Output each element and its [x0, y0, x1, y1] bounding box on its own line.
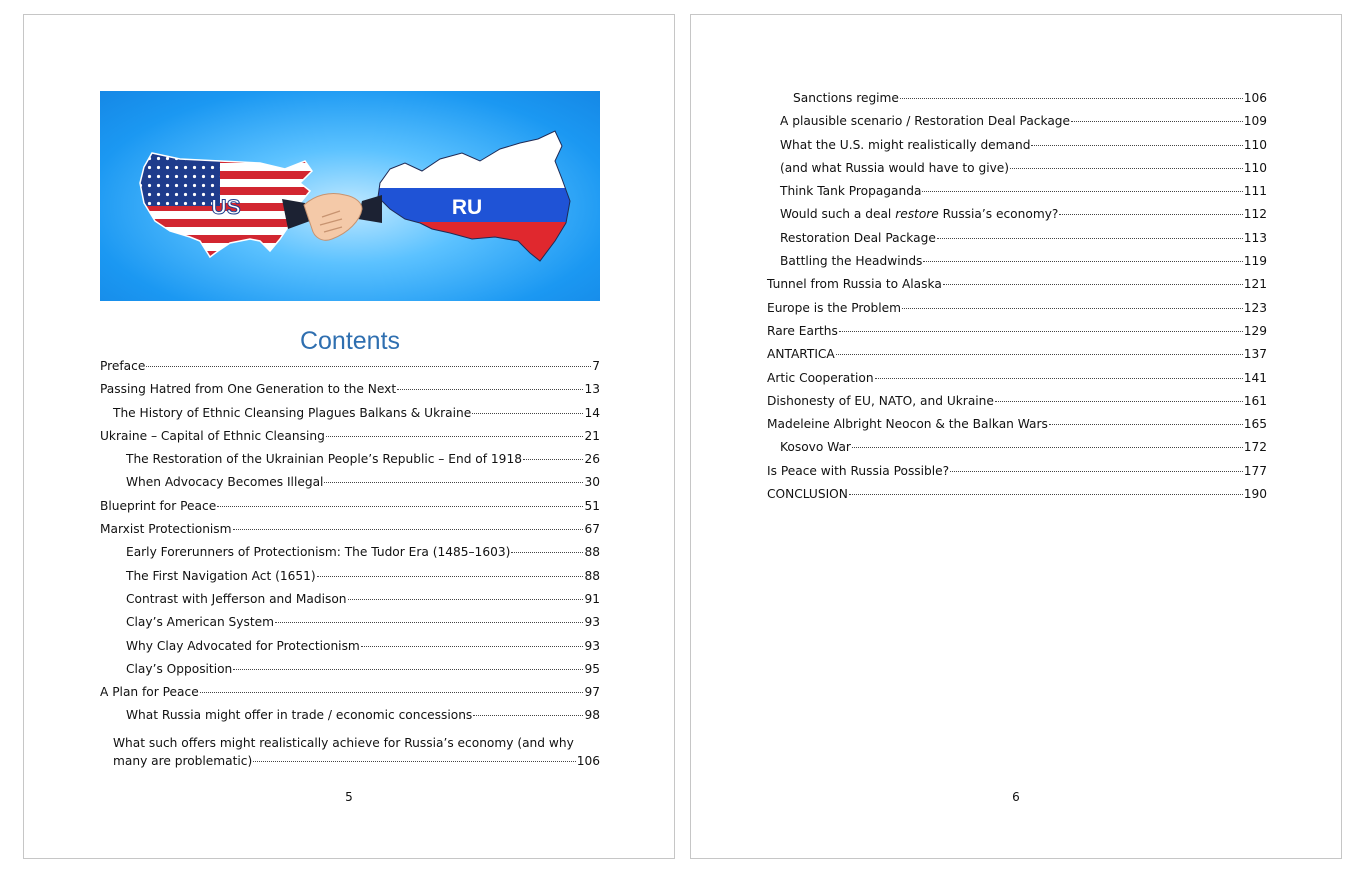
table-of-contents-left — [100, 359, 600, 775]
toc-entry[interactable] — [767, 138, 1267, 161]
toc-entry-page: 95 — [584, 661, 600, 676]
dot-leader — [361, 646, 584, 647]
document-page-6 — [690, 14, 1342, 859]
dot-leader — [1031, 145, 1242, 146]
toc-title-part: Would such a deal — [780, 207, 896, 222]
toc-entry-page: 109 — [1243, 114, 1267, 129]
toc-entry-title: Tunnel from Russia to Alaska — [767, 277, 942, 292]
toc-entry-title — [780, 207, 1058, 221]
toc-entry-page: 21 — [584, 428, 600, 443]
dot-leader — [849, 494, 1243, 495]
dot-leader — [326, 436, 584, 437]
toc-entry[interactable] — [100, 569, 600, 592]
toc-entry-page: 106 — [1243, 91, 1267, 105]
toc-entry-title: Artic Cooperation — [767, 370, 874, 385]
dot-leader — [923, 261, 1242, 262]
dot-leader — [511, 552, 583, 553]
toc-entry-title: The History of Ethnic Cleansing Plagues Balkans & Ukraine — [113, 405, 472, 420]
us-russia-handshake-image — [100, 91, 600, 301]
dot-leader — [900, 98, 1243, 99]
toc-entry[interactable] — [767, 184, 1267, 207]
dot-leader — [397, 389, 583, 390]
toc-entry-page: 172 — [1243, 440, 1267, 455]
toc-entry-title: Passing Hatred from One Generation to the Next — [100, 382, 397, 397]
toc-entry-title: Is Peace with Russia Possible? — [767, 463, 950, 478]
dot-leader — [836, 354, 1243, 355]
toc-entry-title: Madeleine Albright Neocon & the Balkan Wars — [767, 417, 1048, 432]
toc-entry-title: Think Tank Propaganda — [780, 184, 922, 199]
toc-entry-title: Blueprint for Peace — [100, 498, 217, 513]
toc-entry-page: 110 — [1243, 160, 1267, 175]
toc-entry[interactable] — [767, 254, 1267, 277]
toc-entry[interactable] — [767, 394, 1267, 417]
toc-entry[interactable] — [100, 615, 600, 638]
toc-entry-page: 137 — [1243, 347, 1267, 362]
toc-entry-page: 106 — [576, 753, 600, 768]
toc-entry-title: Rare Earths — [767, 323, 838, 338]
toc-entry[interactable] — [767, 277, 1267, 300]
dot-leader — [852, 447, 1243, 448]
toc-entry-title: Europe is the Problem — [767, 300, 902, 315]
toc-entry[interactable] — [100, 592, 600, 615]
toc-entry-page: 98 — [584, 708, 600, 723]
toc-entry-page: 141 — [1243, 370, 1267, 385]
toc-entry-page: 88 — [584, 545, 600, 560]
toc-entry[interactable] — [767, 487, 1267, 510]
toc-entry[interactable] — [767, 324, 1267, 347]
toc-entry[interactable] — [100, 545, 600, 568]
toc-entry-page: 88 — [584, 568, 600, 583]
toc-entry[interactable] — [100, 359, 600, 382]
toc-entry-page: 30 — [584, 475, 600, 490]
toc-entry[interactable] — [767, 301, 1267, 324]
toc-entry-title: Marxist Protectionism — [100, 522, 232, 537]
dot-leader — [995, 401, 1243, 402]
toc-entry-title: Restoration Deal Package — [780, 230, 936, 245]
toc-entry-title: A plausible scenario / Restoration Deal Package — [780, 114, 1071, 129]
toc-entry[interactable] — [767, 207, 1267, 230]
toc-entry-page: 93 — [584, 615, 600, 630]
toc-entry-title: A Plan for Peace — [100, 685, 199, 700]
toc-entry-page: 7 — [592, 359, 600, 373]
toc-entry[interactable] — [100, 382, 600, 405]
dot-leader — [233, 529, 584, 530]
document-page-5 — [23, 14, 675, 859]
toc-entry-title: When Advocacy Becomes Illegal — [126, 475, 324, 490]
toc-entry[interactable] — [100, 685, 600, 708]
toc-entry-page: 112 — [1243, 207, 1267, 222]
toc-entry[interactable] — [100, 499, 600, 522]
dot-leader — [200, 692, 584, 693]
toc-entry[interactable] — [100, 522, 600, 545]
dot-leader — [472, 413, 583, 414]
toc-entry-title: Dishonesty of EU, NATO, and Ukraine — [767, 393, 994, 408]
toc-entry-page: 177 — [1243, 463, 1267, 478]
toc-entry-title: Contrast with Jefferson and Madison — [126, 591, 347, 606]
dot-leader — [253, 761, 575, 762]
toc-entry[interactable] — [767, 91, 1267, 114]
dot-leader — [1059, 214, 1242, 215]
toc-entry-page: 190 — [1243, 487, 1267, 502]
toc-title-part: Russia’s economy? — [938, 207, 1059, 222]
page-number: 6 — [1012, 790, 1020, 804]
handshake-map-illustration — [100, 91, 600, 301]
toc-entry[interactable] — [100, 732, 600, 775]
dot-leader — [275, 622, 583, 623]
toc-entry[interactable] — [100, 475, 600, 498]
toc-entry-page: 113 — [1243, 230, 1267, 245]
toc-entry-title: Sanctions regime — [793, 91, 899, 105]
toc-entry-title: What the U.S. might realistically demand — [780, 137, 1031, 152]
dot-leader — [348, 599, 584, 600]
page-number: 5 — [345, 790, 353, 804]
toc-entry-title: The Restoration of the Ukrainian People’s Republic – End of 1918 — [126, 452, 522, 467]
toc-entry-title: What Russia might offer in trade / economic concessions — [126, 708, 473, 723]
toc-entry-title: Why Clay Advocated for Protectionism — [126, 638, 360, 653]
toc-entry[interactable] — [767, 161, 1267, 184]
dot-leader — [875, 378, 1243, 379]
ru-label: RU — [451, 196, 483, 219]
toc-entry-page: 26 — [584, 452, 600, 467]
toc-entry-page: 111 — [1243, 184, 1267, 199]
toc-entry-title: Battling the Headwinds — [780, 254, 923, 269]
toc-entry[interactable] — [100, 639, 600, 662]
toc-entry-page: 161 — [1243, 393, 1267, 408]
dot-leader — [473, 715, 583, 716]
dot-leader — [217, 506, 583, 507]
dot-leader — [943, 284, 1243, 285]
toc-entry-title: Early Forerunners of Protectionism: The Tudor Era (1485–1603) — [126, 545, 511, 560]
toc-entry-page: 13 — [584, 382, 600, 397]
toc-entry-title: ANTARTICA — [767, 347, 835, 362]
dot-leader — [324, 482, 583, 483]
toc-entry-page: 97 — [584, 685, 600, 700]
toc-entry-page: 129 — [1243, 323, 1267, 338]
toc-entry[interactable] — [100, 708, 600, 731]
toc-entry-title: Clay’s Opposition — [126, 661, 233, 676]
toc-entry-page: 91 — [584, 591, 600, 606]
toc-entry[interactable] — [767, 371, 1267, 394]
dot-leader — [523, 459, 584, 460]
toc-entry-title: Ukraine – Capital of Ethnic Cleansing — [100, 428, 325, 443]
toc-entry-title-line2: many are problematic) — [113, 753, 253, 768]
dot-leader — [1049, 424, 1243, 425]
dot-leader — [317, 576, 584, 577]
toc-entry[interactable] — [767, 231, 1267, 254]
toc-entry-page: 119 — [1243, 254, 1267, 269]
toc-entry[interactable] — [767, 464, 1267, 487]
toc-entry-page: 67 — [584, 522, 600, 537]
toc-entry-title-line1: What such offers might realistically achieve for Russia’s economy (and why — [113, 735, 574, 750]
toc-entry-title: Preface — [100, 359, 146, 373]
dot-leader — [922, 191, 1242, 192]
dot-leader — [950, 471, 1243, 472]
contents-heading: Contents — [299, 327, 401, 355]
dot-leader — [839, 331, 1243, 332]
toc-entry-title: Clay’s American System — [126, 615, 274, 630]
toc-entry[interactable] — [100, 662, 600, 685]
toc-entry[interactable] — [100, 406, 600, 429]
toc-entry[interactable] — [767, 440, 1267, 463]
toc-entry-page: 123 — [1243, 300, 1267, 315]
toc-entry-page: 14 — [584, 405, 600, 420]
dot-leader — [1071, 121, 1243, 122]
toc-entry-page: 121 — [1243, 277, 1267, 292]
dot-leader — [902, 308, 1243, 309]
table-of-contents-right — [767, 91, 1267, 510]
toc-entry[interactable] — [767, 347, 1267, 370]
toc-entry-title: Kosovo War — [780, 440, 851, 455]
toc-entry[interactable] — [767, 114, 1267, 137]
toc-entry-title: CONCLUSION — [767, 487, 848, 502]
toc-title-emphasis: restore — [895, 207, 939, 222]
us-label: US — [211, 196, 241, 219]
toc-entry-page: 110 — [1243, 137, 1267, 152]
toc-entry-title: (and what Russia would have to give) — [780, 160, 1010, 175]
dot-leader — [146, 366, 591, 367]
dot-leader — [937, 238, 1243, 239]
toc-entry-title: The First Navigation Act (1651) — [126, 568, 316, 583]
toc-entry[interactable] — [767, 417, 1267, 440]
dot-leader — [233, 669, 583, 670]
toc-entry-page: 165 — [1243, 417, 1267, 432]
dot-leader — [1010, 168, 1243, 169]
toc-entry-page: 51 — [584, 498, 600, 513]
toc-entry-page: 93 — [584, 638, 600, 653]
toc-entry[interactable] — [100, 452, 600, 475]
toc-entry[interactable] — [100, 429, 600, 452]
